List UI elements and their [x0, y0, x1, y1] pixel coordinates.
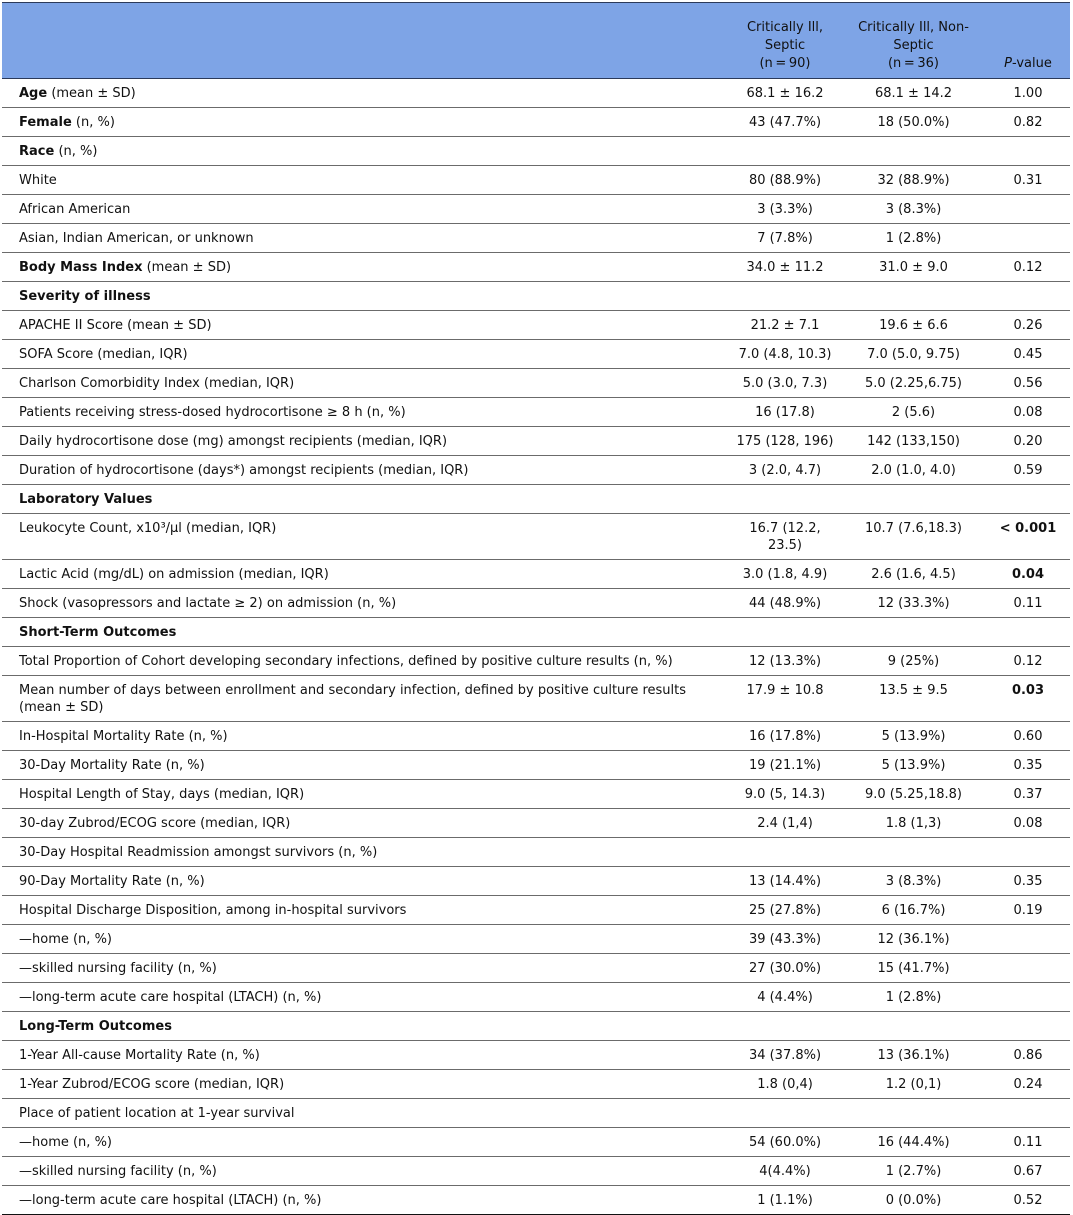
table-row [2, 925, 1070, 954]
row-label-cell [2, 427, 729, 456]
header-nonseptic-line3: (n = 36) [887, 56, 939, 71]
row-label-cell [2, 1157, 729, 1186]
septic-value-cell: 17.9 ± 10.8 [729, 676, 841, 722]
nonseptic-value-cell: 18 (50.0%) [841, 108, 986, 137]
row-label: Hospital Discharge Disposition, among in-hospital survivors [19, 903, 407, 918]
nonseptic-value-cell [841, 282, 986, 311]
nonseptic-value-cell: 19.6 ± 6.6 [841, 311, 986, 340]
table-row [2, 1186, 1070, 1215]
table-row [2, 79, 1070, 108]
p-value-cell: 0.35 [986, 867, 1070, 896]
header-nonseptic-line1: Critically Ill, Non- [858, 20, 969, 35]
p-value-cell [986, 838, 1070, 867]
row-label-cell [2, 809, 729, 838]
septic-value-cell: 2.4 (1,4) [729, 809, 841, 838]
row-label-cell [2, 195, 729, 224]
nonseptic-value-cell [841, 1099, 986, 1128]
p-value-cell: 0.08 [986, 809, 1070, 838]
nonseptic-value-cell: 3 (8.3%) [841, 195, 986, 224]
p-value-cell: 0.60 [986, 722, 1070, 751]
row-label-bold: Severity of illness [19, 289, 151, 304]
table-row [2, 137, 1070, 166]
nonseptic-value-cell: 2 (5.6) [841, 398, 986, 427]
row-label-cell [2, 369, 729, 398]
header-nonseptic [841, 3, 986, 79]
table-row [2, 1128, 1070, 1157]
septic-value-cell: 34 (37.8%) [729, 1041, 841, 1070]
row-label: Duration of hydrocortisone (days*) amongst recipients (median, IQR) [19, 463, 469, 478]
row-label-cell [2, 676, 729, 722]
row-label-cell [2, 560, 729, 589]
row-label: 30-day Zubrod/ECOG score (median, IQR) [19, 816, 291, 831]
septic-value-cell [729, 618, 841, 647]
nonseptic-value-cell: 6 (16.7%) [841, 896, 986, 925]
header-p-rest: -value [1011, 56, 1052, 71]
table-row [2, 647, 1070, 676]
nonseptic-value-cell: 2.6 (1.6, 4.5) [841, 560, 986, 589]
row-label-cell [2, 1041, 729, 1070]
row-label-cell [2, 751, 729, 780]
septic-value-cell: 16.7 (12.2, 23.5) [729, 514, 841, 560]
septic-value-cell: 3 (2.0, 4.7) [729, 456, 841, 485]
header-nonseptic-line2: Septic [893, 38, 934, 53]
row-label-cell [2, 340, 729, 369]
table-row [2, 427, 1070, 456]
nonseptic-value-cell: 1 (2.8%) [841, 224, 986, 253]
nonseptic-value-cell: 32 (88.9%) [841, 166, 986, 195]
p-value-cell [986, 137, 1070, 166]
p-value-cell [986, 195, 1070, 224]
table-row [2, 867, 1070, 896]
table-row [2, 1099, 1070, 1128]
nonseptic-value-cell: 2.0 (1.0, 4.0) [841, 456, 986, 485]
row-label-bold: Long-Term Outcomes [19, 1019, 172, 1034]
septic-value-cell: 54 (60.0%) [729, 1128, 841, 1157]
nonseptic-value-cell: 3 (8.3%) [841, 867, 986, 896]
p-value-cell: 0.12 [986, 253, 1070, 282]
septic-value-cell: 34.0 ± 11.2 [729, 253, 841, 282]
row-label-cell [2, 722, 729, 751]
row-label-cell [2, 1012, 729, 1041]
row-label: —skilled nursing facility (n, %) [19, 961, 217, 976]
septic-value-cell: 13 (14.4%) [729, 867, 841, 896]
septic-value-cell: 175 (128, 196) [729, 427, 841, 456]
p-value-cell [986, 485, 1070, 514]
table-row [2, 456, 1070, 485]
row-label: Asian, Indian American, or unknown [19, 231, 254, 246]
nonseptic-value-cell: 5 (13.9%) [841, 722, 986, 751]
row-label: Lactic Acid (mg/dL) on admission (median, IQR) [19, 567, 329, 582]
nonseptic-value-cell: 15 (41.7%) [841, 954, 986, 983]
p-value-cell [986, 282, 1070, 311]
row-label-cell [2, 1070, 729, 1099]
row-label-cell [2, 253, 729, 282]
header-septic-line1: Critically Ill, [746, 20, 824, 35]
table-row [2, 809, 1070, 838]
p-value-cell: 0.56 [986, 369, 1070, 398]
nonseptic-value-cell: 0 (0.0%) [841, 1186, 986, 1215]
p-value-cell: 0.20 [986, 427, 1070, 456]
table-row [2, 1041, 1070, 1070]
table-row [2, 676, 1070, 722]
row-label-bold: Age [19, 86, 48, 101]
nonseptic-value-cell [841, 485, 986, 514]
p-value-cell: 0.26 [986, 311, 1070, 340]
row-label-cell [2, 108, 729, 137]
row-label: Daily hydrocortisone dose (mg) amongst recipients (median, IQR) [19, 434, 448, 449]
table-row [2, 369, 1070, 398]
comparison-table [2, 2, 1070, 1215]
nonseptic-value-cell: 1.8 (1,3) [841, 809, 986, 838]
nonseptic-value-cell: 13.5 ± 9.5 [841, 676, 986, 722]
septic-value-cell: 39 (43.3%) [729, 925, 841, 954]
table-row [2, 514, 1070, 560]
nonseptic-value-cell: 142 (133,150) [841, 427, 986, 456]
table-row [2, 1012, 1070, 1041]
nonseptic-value-cell [841, 137, 986, 166]
p-value-cell: 0.03 [986, 676, 1070, 722]
row-label: 1-Year Zubrod/ECOG score (median, IQR) [19, 1077, 285, 1092]
p-value-cell [986, 983, 1070, 1012]
nonseptic-value-cell: 1 (2.7%) [841, 1157, 986, 1186]
p-value-cell: 0.37 [986, 780, 1070, 809]
table-row [2, 780, 1070, 809]
table-row [2, 589, 1070, 618]
table-body [2, 79, 1070, 1215]
table-row [2, 311, 1070, 340]
nonseptic-value-cell: 5.0 (2.25,6.75) [841, 369, 986, 398]
header-p-italic: P [1004, 56, 1012, 71]
table-row [2, 253, 1070, 282]
row-label: Patients receiving stress-dosed hydrocortisone ≥ 8 h (n, %) [19, 405, 406, 420]
table-row [2, 166, 1070, 195]
nonseptic-value-cell: 31.0 ± 9.0 [841, 253, 986, 282]
septic-value-cell [729, 1099, 841, 1128]
table-row [2, 838, 1070, 867]
septic-value-cell [729, 838, 841, 867]
p-value-cell: 0.19 [986, 896, 1070, 925]
row-label-bold: Race [19, 144, 55, 159]
table-row [2, 954, 1070, 983]
table-row [2, 485, 1070, 514]
table-row [2, 1070, 1070, 1099]
table-row [2, 224, 1070, 253]
p-value-cell: 0.31 [986, 166, 1070, 195]
septic-value-cell: 19 (21.1%) [729, 751, 841, 780]
header-septic-line3: (n = 90) [759, 56, 811, 71]
row-label: Charlson Comorbidity Index (median, IQR) [19, 376, 295, 391]
header-p-value [986, 3, 1070, 79]
row-label-bold: Laboratory Values [19, 492, 153, 507]
row-label: 30-Day Hospital Readmission amongst survivors (n, %) [19, 845, 378, 860]
nonseptic-value-cell: 10.7 (7.6,18.3) [841, 514, 986, 560]
row-label: Shock (vasopressors and lactate ≥ 2) on admission (n, %) [19, 596, 397, 611]
row-label: Place of patient location at 1-year survival [19, 1106, 295, 1121]
table-row [2, 983, 1070, 1012]
septic-value-cell: 4(4.4%) [729, 1157, 841, 1186]
septic-value-cell: 16 (17.8%) [729, 722, 841, 751]
p-value-cell [986, 224, 1070, 253]
nonseptic-value-cell [841, 838, 986, 867]
septic-value-cell: 1.8 (0,4) [729, 1070, 841, 1099]
table-row [2, 722, 1070, 751]
row-label: —home (n, %) [19, 932, 112, 947]
row-label: Leukocyte Count, x10³/µl (median, IQR) [19, 521, 277, 536]
septic-value-cell: 5.0 (3.0, 7.3) [729, 369, 841, 398]
row-label-cell [2, 137, 729, 166]
septic-value-cell: 3.0 (1.8, 4.9) [729, 560, 841, 589]
row-label-cell [2, 780, 729, 809]
row-label: In-Hospital Mortality Rate (n, %) [19, 729, 228, 744]
table-row [2, 560, 1070, 589]
septic-value-cell [729, 137, 841, 166]
p-value-cell: < 0.001 [986, 514, 1070, 560]
row-label: White [19, 173, 57, 188]
p-value-cell [986, 925, 1070, 954]
septic-value-cell: 27 (30.0%) [729, 954, 841, 983]
row-label: Hospital Length of Stay, days (median, IQR) [19, 787, 305, 802]
row-label: —long-term acute care hospital (LTACH) (n, %) [19, 990, 322, 1005]
septic-value-cell: 4 (4.4%) [729, 983, 841, 1012]
table-row [2, 1157, 1070, 1186]
row-label-bold: Female [19, 115, 72, 130]
row-label-cell [2, 954, 729, 983]
row-label: African American [19, 202, 131, 217]
nonseptic-value-cell: 1 (2.8%) [841, 983, 986, 1012]
row-label: SOFA Score (median, IQR) [19, 347, 188, 362]
row-label: —skilled nursing facility (n, %) [19, 1164, 217, 1179]
table-row [2, 108, 1070, 137]
p-value-cell: 0.86 [986, 1041, 1070, 1070]
row-label-cell [2, 456, 729, 485]
p-value-cell: 0.52 [986, 1186, 1070, 1215]
row-label-cell [2, 983, 729, 1012]
table-row [2, 282, 1070, 311]
row-label-cell [2, 1099, 729, 1128]
septic-value-cell [729, 282, 841, 311]
row-label-cell [2, 485, 729, 514]
table-row [2, 195, 1070, 224]
row-label-cell [2, 514, 729, 560]
septic-value-cell: 21.2 ± 7.1 [729, 311, 841, 340]
row-label-cell [2, 224, 729, 253]
row-label-cell [2, 166, 729, 195]
p-value-cell: 0.08 [986, 398, 1070, 427]
nonseptic-value-cell: 9.0 (5.25,18.8) [841, 780, 986, 809]
row-label: APACHE II Score (mean ± SD) [19, 318, 212, 333]
p-value-cell: 0.24 [986, 1070, 1070, 1099]
row-label-cell [2, 1128, 729, 1157]
row-label: 30-Day Mortality Rate (n, %) [19, 758, 205, 773]
p-value-cell [986, 618, 1070, 647]
row-label-bold: Body Mass Index [19, 260, 143, 275]
nonseptic-value-cell: 9 (25%) [841, 647, 986, 676]
p-value-cell: 0.12 [986, 647, 1070, 676]
row-label: 90-Day Mortality Rate (n, %) [19, 874, 205, 889]
septic-value-cell: 7.0 (4.8, 10.3) [729, 340, 841, 369]
septic-value-cell: 68.1 ± 16.2 [729, 79, 841, 108]
nonseptic-value-cell: 7.0 (5.0, 9.75) [841, 340, 986, 369]
nonseptic-value-cell: 13 (36.1%) [841, 1041, 986, 1070]
nonseptic-value-cell: 12 (36.1%) [841, 925, 986, 954]
header-variable [2, 3, 729, 79]
nonseptic-value-cell: 16 (44.4%) [841, 1128, 986, 1157]
septic-value-cell: 12 (13.3%) [729, 647, 841, 676]
table-row [2, 618, 1070, 647]
row-label: Mean number of days between enrollment and secondary infection, defined by positive culture results (mean ± SD) [19, 683, 687, 715]
row-label: (n, %) [54, 144, 98, 159]
septic-value-cell: 7 (7.8%) [729, 224, 841, 253]
row-label: (mean ± SD) [47, 86, 136, 101]
row-label-cell [2, 867, 729, 896]
p-value-cell [986, 1099, 1070, 1128]
header-septic [729, 3, 841, 79]
p-value-cell: 0.59 [986, 456, 1070, 485]
p-value-cell: 0.11 [986, 1128, 1070, 1157]
p-value-cell: 1.00 [986, 79, 1070, 108]
p-value-cell [986, 954, 1070, 983]
septic-value-cell: 25 (27.8%) [729, 896, 841, 925]
septic-value-cell: 80 (88.9%) [729, 166, 841, 195]
row-label: 1-Year All-cause Mortality Rate (n, %) [19, 1048, 260, 1063]
p-value-cell: 0.45 [986, 340, 1070, 369]
row-label-cell [2, 925, 729, 954]
septic-value-cell: 16 (17.8) [729, 398, 841, 427]
nonseptic-value-cell: 5 (13.9%) [841, 751, 986, 780]
header-septic-line2: Septic [764, 38, 806, 53]
table-row [2, 751, 1070, 780]
p-value-cell [986, 1012, 1070, 1041]
row-label: (mean ± SD) [142, 260, 232, 275]
row-label-cell [2, 618, 729, 647]
p-value-cell: 0.35 [986, 751, 1070, 780]
row-label-cell [2, 1186, 729, 1215]
row-label: —home (n, %) [19, 1135, 112, 1150]
row-label-cell [2, 589, 729, 618]
septic-value-cell: 3 (3.3%) [729, 195, 841, 224]
row-label-cell [2, 647, 729, 676]
nonseptic-value-cell: 12 (33.3%) [841, 589, 986, 618]
nonseptic-value-cell: 68.1 ± 14.2 [841, 79, 986, 108]
nonseptic-value-cell [841, 1012, 986, 1041]
row-label-cell [2, 398, 729, 427]
nonseptic-value-cell: 1.2 (0,1) [841, 1070, 986, 1099]
p-value-cell: 0.04 [986, 560, 1070, 589]
header-row [2, 3, 1070, 79]
septic-value-cell: 9.0 (5, 14.3) [729, 780, 841, 809]
row-label-cell [2, 282, 729, 311]
septic-value-cell [729, 1012, 841, 1041]
septic-value-cell [729, 485, 841, 514]
row-label-cell [2, 838, 729, 867]
nonseptic-value-cell [841, 618, 986, 647]
p-value-cell: 0.11 [986, 589, 1070, 618]
table-container [2, 2, 1070, 1215]
row-label: Total Proportion of Cohort developing secondary infections, defined by positive culture results (n, %) [19, 654, 673, 669]
row-label: (n, %) [71, 115, 115, 130]
septic-value-cell: 43 (47.7%) [729, 108, 841, 137]
table-row [2, 398, 1070, 427]
table-header [2, 3, 1070, 79]
row-label-cell [2, 896, 729, 925]
row-label: —long-term acute care hospital (LTACH) (n, %) [19, 1193, 322, 1208]
row-label-bold: Short-Term Outcomes [19, 625, 177, 640]
p-value-cell: 0.67 [986, 1157, 1070, 1186]
septic-value-cell: 44 (48.9%) [729, 589, 841, 618]
table-row [2, 896, 1070, 925]
septic-value-cell: 1 (1.1%) [729, 1186, 841, 1215]
row-label-cell [2, 79, 729, 108]
table-row [2, 340, 1070, 369]
row-label-cell [2, 311, 729, 340]
p-value-cell: 0.82 [986, 108, 1070, 137]
